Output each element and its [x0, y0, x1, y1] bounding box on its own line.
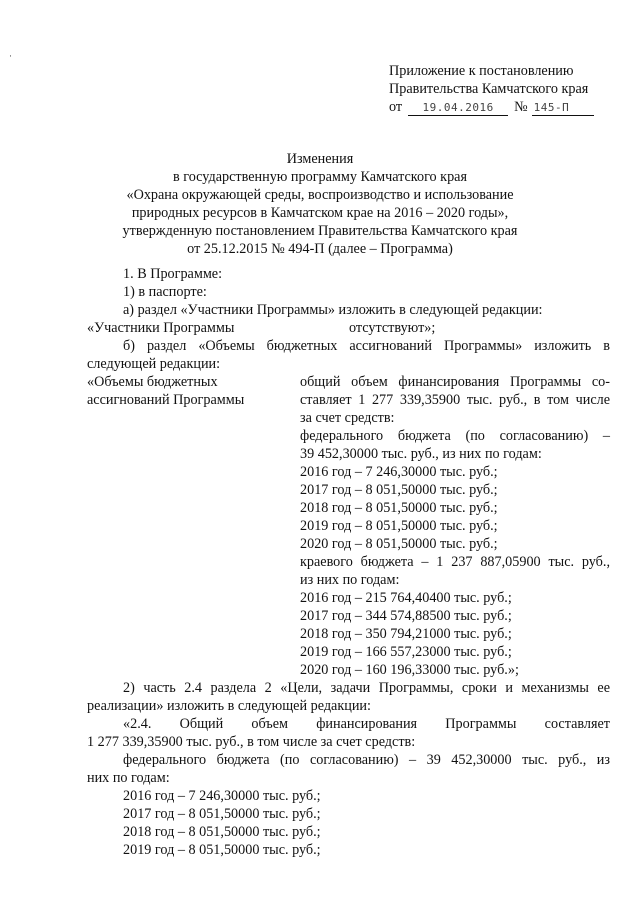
participants-row [87, 319, 610, 337]
budget-volumes-label [87, 373, 300, 679]
budget-line-2: ставляет 1 277 339,35900 тыс. руб., в том числе [300, 392, 610, 408]
participants-value: отсутствуют»; [349, 320, 436, 336]
budget-volumes-value [300, 373, 610, 679]
paragraph-7-line-2: них по годам: [87, 770, 170, 786]
title-line-3: «Охрана окружающей среды, воспроизводство и использование [126, 187, 514, 203]
stray-mark: · [9, 51, 12, 61]
year-line-3: 2018 год – 8 051,50000 тыс. руб.; [123, 824, 321, 840]
paragraph-3: а) раздел «Участники Программы» изложить в следующей редакции: [123, 302, 543, 318]
title-line-1: Изменения [286, 151, 354, 167]
budget-line-16: 2019 год – 166 557,23000 тыс. руб.; [300, 644, 512, 660]
budget-line-7: 2017 год – 8 051,50000 тыс. руб.; [300, 482, 498, 498]
appendix-line-1: Приложение к постановлению [389, 63, 574, 79]
number-value: 145-П [532, 101, 594, 116]
budget-line-13: 2016 год – 215 764,40400 тыс. руб.; [300, 590, 512, 606]
paragraph-4-line-2: следующей редакции: [87, 356, 221, 372]
paragraph-1: 1. В Программе: [123, 266, 223, 282]
budget-label-line-2: ассигнований Программы [87, 392, 245, 408]
paragraph-6-line-2: 1 277 339,35900 тыс. руб., в том числе за счет средств: [87, 734, 416, 750]
budget-line-15: 2018 год – 350 794,21000 тыс. руб.; [300, 626, 512, 642]
title-line-6: от 25.12.2015 № 494-П (далее – Программа) [187, 241, 453, 257]
budget-line-14: 2017 год – 344 574,88500 тыс. руб.; [300, 608, 512, 624]
appendix-line-2: Правительства Камчатского края [389, 81, 589, 97]
budget-line-17: 2020 год – 160 196,33000 тыс. руб.»; [300, 662, 519, 678]
budget-label-line-1: «Объемы бюджетных [87, 374, 218, 390]
budget-line-8: 2018 год – 8 051,50000 тыс. руб.; [300, 500, 498, 516]
budget-line-1: общий объем финансирования Программы со- [300, 374, 610, 390]
paragraph-2: 1) в паспорте: [123, 284, 207, 300]
budget-line-10: 2020 год – 8 051,50000 тыс. руб.; [300, 536, 498, 552]
budget-line-5: 39 452,30000 тыс. руб., из них по годам: [300, 446, 542, 462]
paragraph-7-line-1: федерального бюджета (по согласованию) – 39 452,30000 тыс. руб., из [123, 752, 610, 768]
year-line-1: 2016 год – 7 246,30000 тыс. руб.; [123, 788, 321, 804]
from-label: от [389, 99, 403, 115]
budget-volumes-table [87, 373, 610, 679]
title-line-5: утвержденную постановлением Правительства Камчатского края [122, 223, 518, 239]
document-title [80, 150, 560, 258]
appendix-header [389, 62, 619, 116]
year-line-4: 2019 год – 8 051,50000 тыс. руб.; [123, 842, 321, 858]
title-line-2: в государственную программу Камчатского края [173, 169, 467, 185]
title-line-4: природных ресурсов в Камчатском крае на 2016 – 2020 годы», [131, 205, 509, 221]
document-body [87, 265, 610, 859]
budget-line-11: краевого бюджета – 1 237 887,05900 тыс. руб., [300, 554, 610, 570]
appendix-date-line [389, 98, 619, 116]
paragraph-5-line-2: реализации» изложить в следующей редакции: [87, 698, 371, 714]
budget-line-9: 2019 год – 8 051,50000 тыс. руб.; [300, 518, 498, 534]
participants-label: «Участники Программы [87, 320, 235, 336]
year-line-2: 2017 год – 8 051,50000 тыс. руб.; [123, 806, 321, 822]
budget-line-12: из них по годам: [300, 572, 400, 588]
budget-line-6: 2016 год – 7 246,30000 тыс. руб.; [300, 464, 498, 480]
budget-line-4: федерального бюджета (по согласованию) – [300, 428, 610, 444]
paragraph-4-line-1: б) раздел «Объемы бюджетных ассигнований Программы» изложить в [123, 338, 610, 354]
paragraph-6-line-1: «2.4. Общий объем финансирования Программы составляет [123, 716, 610, 732]
date-value: 19.04.2016 [408, 101, 508, 116]
budget-line-3: за счет средств: [300, 410, 395, 426]
number-label: № [514, 99, 528, 115]
paragraph-5-line-1: 2) часть 2.4 раздела 2 «Цели, задачи Программы, сроки и механизмы ее [123, 680, 610, 696]
